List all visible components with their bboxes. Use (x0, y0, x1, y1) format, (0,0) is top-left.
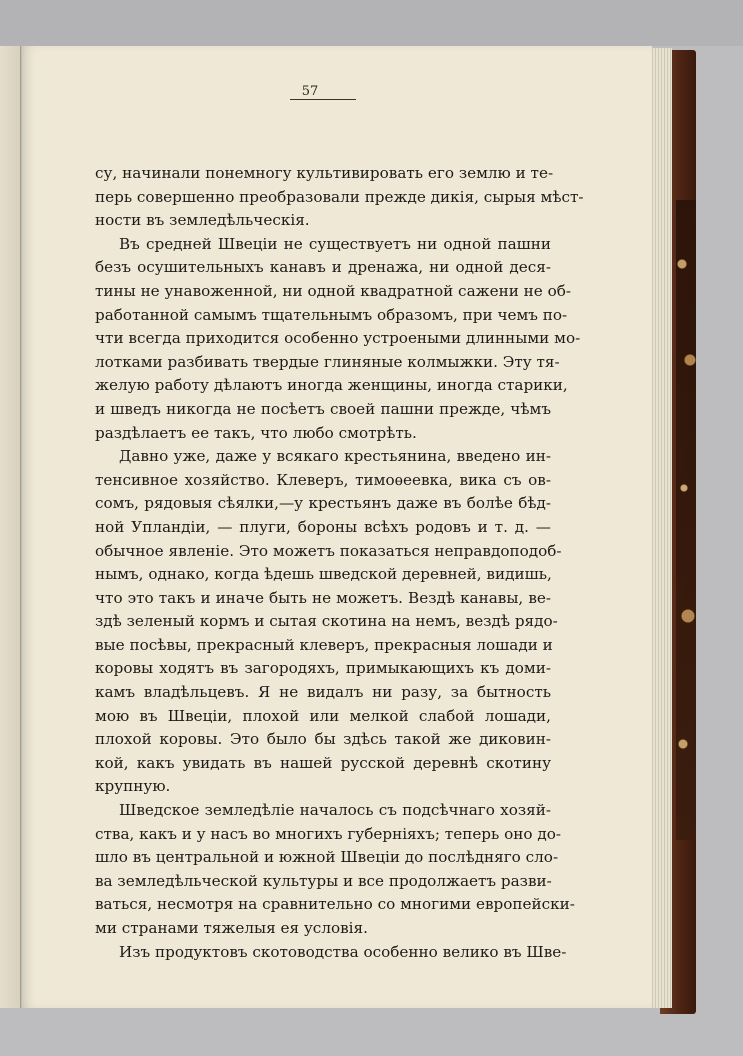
text-line: тины не унавоженной, ни одной квадратной сажени не об- (95, 281, 572, 300)
text-line: су, начинали понемногу культивировать его землю и те- (95, 164, 554, 182)
text-line: ваться, несмотря на сравнительно со многими европейски- (95, 895, 575, 914)
text-line: ной Упландіи, — плуги, бороны всѣхъ родовъ и т. д. — (95, 517, 551, 536)
text-line: тенсивное хозяйство. Клеверъ, тимоѳеевка, вика съ ов- (95, 470, 551, 489)
body-text (95, 162, 584, 964)
text-line: крупную. (95, 777, 171, 796)
text-line: ства, какъ и у насъ во многихъ губерніяхъ; теперь оно до- (95, 824, 561, 843)
page-stack-edges (650, 48, 672, 1008)
text-line: мою въ Швеціи, плохой или мелкой слабой лошади, (95, 706, 551, 725)
text-line: чти всегда приходится особенно устроеными длинными мо- (95, 329, 581, 348)
text-line: и шведъ никогда не посѣетъ своей пашни прежде, чѣмъ (95, 399, 551, 418)
marbled-edge (676, 200, 696, 840)
text-line: кой, какъ увидать въ нашей русской деревнѣ скотину (95, 753, 551, 772)
text-line: здѣ зеленый кормъ и сытая скотина на немъ, вездѣ рядо- (95, 612, 558, 631)
text-line: безъ осушительныхъ канавъ и дренажа, ни одной деся- (95, 258, 551, 277)
text-line: Давно уже, даже у всякаго крестьянина, введено ин- (119, 447, 551, 466)
text-line: ва земледѣльческой культуры и все продолжаетъ разви- (95, 871, 552, 890)
text-line: Въ средней Швеціи не существуетъ ни одной пашни (119, 234, 551, 253)
text-line: лотками разбивать твердые глиняные колмыжки. Эту тя- (95, 352, 560, 371)
text-line: что это такъ и иначе быть не можетъ. Вездѣ канавы, ве- (95, 588, 551, 607)
text-line: Шведское земледѣліе началось съ подсѣчнаго хозяй- (119, 801, 551, 820)
scan-background (0, 0, 743, 46)
text-line: вые посѣвы, прекрасный клеверъ, прекрасныя лошади и (95, 635, 553, 654)
facing-page-edge (0, 46, 21, 1008)
page-number: 57 (301, 84, 319, 99)
text-line: перь совершенно преобразовали прежде дикія, сырыя мѣст- (95, 187, 584, 206)
page-number-rule (290, 99, 356, 100)
text-line: желую работу дѣлаютъ иногда женщины, иногда старики, (95, 376, 568, 395)
text-line: нымъ, однако, когда ѣдешь шведской деревней, видишь, (95, 565, 552, 584)
text-line: сомъ, рядовыя сѣялки,—у крестьянъ даже въ болѣе бѣд- (95, 494, 551, 513)
text-line: коровы ходятъ въ загородяхъ, примыкающихъ къ доми- (95, 659, 551, 678)
text-line: раздѣлаетъ ее такъ, что любо смотрѣть. (95, 423, 417, 442)
text-line: ности въ земледѣльческія. (95, 211, 310, 230)
text-line: работанной самымъ тщательнымъ образомъ, при чемъ по- (95, 305, 568, 324)
text-line: шло въ центральной и южной Швеціи до послѣдняго сло- (95, 848, 559, 867)
text-line: ми странами тяжелыя ея условія. (95, 919, 368, 937)
text-line: камъ владѣльцевъ. Я не видалъ ни разу, за бытность (95, 683, 551, 702)
text-line: Изъ продуктовъ скотоводства особенно велико въ Шве- (119, 942, 567, 961)
text-line: плохой коровы. Это было бы здѣсь такой же диковин- (95, 730, 551, 749)
text-line: обычное явленіе. Это можетъ показаться неправдоподоб- (95, 541, 562, 560)
